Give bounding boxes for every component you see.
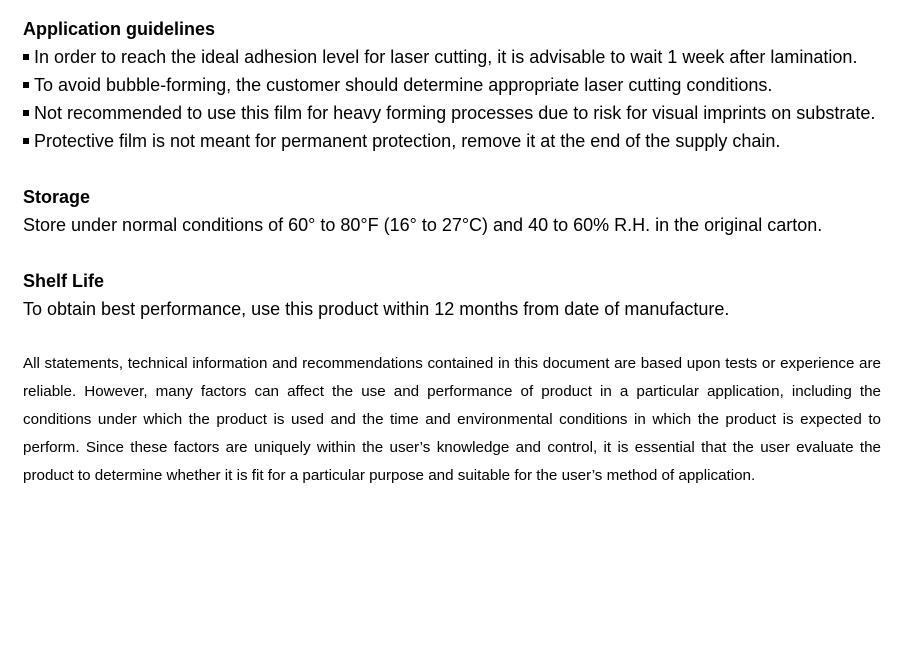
disclaimer-paragraph: All statements, technical information and recommendations contained in this document are based upon tests or experience are reliable. However, many factors can affect the use and performance of product in a particular application, including the conditions under which the product is used and the time and environmental conditions in which the product is expected to perform. Since these factors are uniquely within the user’s knowledge and control, it is essential that the user evaluate the product to determine whether it is fit for a particular purpose and suitable for the user’s method of application. (23, 355, 881, 484)
application-guidelines-section (23, 15, 893, 155)
shelf-life-section (23, 267, 893, 323)
list-item-text: Protective film is not meant for permanent protection, remove it at the end of the supply chain. (34, 131, 781, 151)
list-item-text: Not recommended to use this film for heavy forming processes due to risk for visual imprints on substrate. (34, 103, 876, 123)
document-page (23, 15, 893, 490)
section-spacer (23, 239, 893, 267)
shelf-life-text: To obtain best performance, use this product within 12 months from date of manufacture. (23, 299, 730, 319)
storage-heading: Storage (23, 187, 91, 207)
square-bullet-icon (23, 138, 29, 144)
application-guidelines-heading: Application guidelines (23, 19, 216, 39)
application-guidelines-list (23, 43, 893, 155)
list-item-text: In order to reach the ideal adhesion level for laser cutting, it is advisable to wait 1 week after lamination. (34, 47, 858, 67)
storage-text: Store under normal conditions of 60° to 80°F (16° to 27°C) and 40 to 60% R.H. in the original carton. (23, 215, 823, 235)
list-item (23, 127, 893, 155)
list-item (23, 43, 893, 71)
list-item (23, 99, 893, 127)
section-spacer (23, 155, 893, 183)
square-bullet-icon (23, 110, 29, 116)
list-item (23, 71, 893, 99)
list-item-text: To avoid bubble-forming, the customer should determine appropriate laser cutting conditions. (34, 75, 773, 95)
square-bullet-icon (23, 82, 29, 88)
storage-section (23, 183, 893, 239)
square-bullet-icon (23, 54, 29, 60)
section-spacer (23, 323, 893, 350)
shelf-life-heading: Shelf Life (23, 271, 105, 291)
